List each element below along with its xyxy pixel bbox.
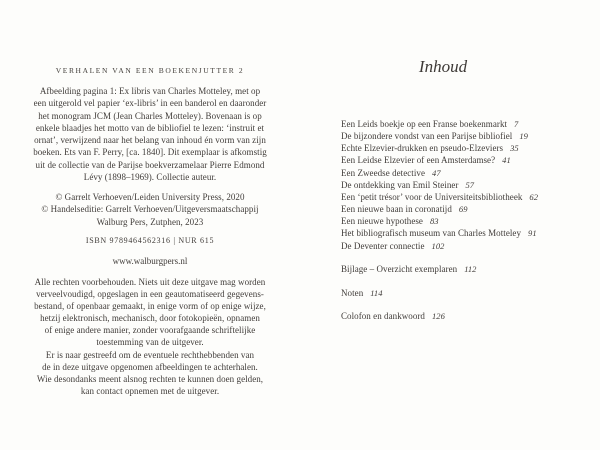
toc-page-number: 69 (458, 204, 468, 215)
toc-entry-label: Een Zweedse detective (341, 167, 426, 178)
toc-entry (341, 240, 571, 252)
toc-entry (341, 203, 571, 215)
toc-page-number: 7 (514, 119, 519, 129)
rights-line: hetzij elektronisch, mechanisch, door fotokopieën, opnamen (40, 313, 260, 324)
caption-line: Afbeelding pagina 1: Ex libris van Charles Motteley, met op (39, 86, 261, 96)
toc-entry-label: Echte Elzevier-drukken en pseudo-Elzeviers (341, 143, 504, 154)
toc-page-number: 126 (432, 311, 445, 322)
contents-title: Inhoud (418, 57, 468, 76)
toc-entry-label: Een nieuwe baan in coronatijd (341, 204, 452, 215)
toc-entry (341, 130, 571, 142)
caption-line: boeken. Ets van F. Perry, [ca. 1840]. Dit exemplaar is afkomstig (33, 147, 267, 158)
toc-entry (341, 263, 571, 275)
toc-entry-label: Een Leids boekje op een Franse boekenmarkt (341, 119, 508, 129)
toc-page-number: 41 (502, 155, 511, 166)
rights-line: Alle rechten voorbehouden. Niets uit deze uitgave mag worden (34, 277, 266, 287)
toc-page-number: 112 (464, 264, 477, 274)
toc-entry-label: Colofon en dankwoord (341, 311, 425, 322)
rights-line: de in deze uitgave opgenomen afbeeldingen te achterhalen. (42, 361, 258, 372)
publisher-website-url: www.walburgpers.nl (112, 256, 188, 266)
toc-entry-label: De ontdekking van Emil Steiner (341, 179, 459, 190)
toc-page-number: 19 (519, 131, 528, 142)
toc-entry (341, 310, 571, 322)
rights-line: bestand, of openbaar gemaakt, in enige vorm of op enige wijze, (34, 301, 266, 312)
contents-page (300, 0, 600, 450)
rights-line: toestemming van de uitgever. (96, 337, 204, 348)
rights-line: of enige andere manier, zonder voorafgaande schriftelijke (44, 325, 256, 336)
toc-entry (341, 227, 571, 239)
toc-entry-label: Bijlage – Overzicht exemplaren (341, 264, 458, 274)
toc-entry-label: Een nieuwe hypothese (341, 216, 423, 227)
toc-extras (341, 263, 571, 334)
caption-line: Lévy (1898–1969). Collectie auteur. (83, 172, 217, 183)
toc-page-number: 62 (529, 191, 539, 202)
toc-entry-label: Het bibliografisch museum van Charles Motteley (341, 228, 522, 239)
toc-entry (341, 167, 571, 179)
rights-line: kan contact opnemen met de uitgever. (80, 385, 220, 396)
copyright-notice (20, 191, 280, 228)
running-header: VERHALEN VAN EEN BOEKENJUTTER 2 (55, 66, 245, 75)
toc-entry-label: Een ‘petit trésor’ voor de Universiteitsbibliotheek (341, 191, 523, 202)
caption-line: het monogram JCM (Jean Charles Motteley). Bovenaan is op (38, 110, 262, 121)
rights-line: verveelvoudigd, opgeslagen in een geautomatiseerd gegevens- (36, 289, 264, 300)
toc-entry-label: Noten (341, 287, 364, 298)
toc-page-number: 47 (432, 167, 441, 178)
caption-line: een uitgerold vel papier ‘ex-libris’ in een banderol en daaronder (33, 98, 267, 109)
toc-page-number: 102 (431, 240, 445, 251)
toc-page-number: 57 (465, 179, 475, 190)
isbn-nur-line: ISBN 9789464562316 | NUR 615 (85, 236, 215, 245)
toc-page-number: 91 (528, 228, 537, 239)
toc-entry (341, 142, 571, 154)
toc-entry (341, 179, 571, 191)
caption-line: enkele blaadjes het motto van de bibliofiel te lezen: ‘instruit et (35, 122, 265, 133)
toc-page-number: 83 (429, 216, 439, 227)
toc-entry (341, 154, 571, 166)
caption-line: uit de collectie van de Parijse boekverzamelaar Pierre Edmond (35, 159, 265, 170)
caption-line: ornat’, verwijzend naar het belang van inhoud én vorm van zijn (34, 135, 266, 146)
rights-line: Wie desondanks meent alsnog rechten te kunnen doen gelden, (36, 373, 264, 384)
toc-entry (341, 215, 571, 227)
toc-entry-label: Een Leidse Elzevier of een Amsterdamse? (341, 155, 496, 166)
copyright-line: © Handelseditie: Garrelt Verhoeven/Uitgeversmaatschappij (41, 204, 259, 215)
rights-notice (20, 276, 280, 397)
toc-entry (341, 191, 571, 203)
toc-entry-label: De bijzondere vondst van een Parijse bibliofiel (341, 131, 513, 142)
toc-entry (341, 287, 571, 299)
toc-list (341, 118, 571, 252)
toc-entry-label: De Deventer connectie (341, 240, 425, 251)
copyright-line: Walburg Pers, Zutphen, 2023 (96, 216, 204, 227)
toc-entry (341, 118, 571, 130)
copyright-line: © Garrelt Verhoeven/Leiden University Press, 2020 (55, 192, 245, 202)
toc-page-number: 114 (370, 287, 383, 298)
toc-page-number: 35 (510, 143, 519, 154)
rights-line: Er is naar gestreefd om de eventuele rechthebbenden van (45, 349, 255, 360)
frontispiece-caption (20, 85, 280, 183)
